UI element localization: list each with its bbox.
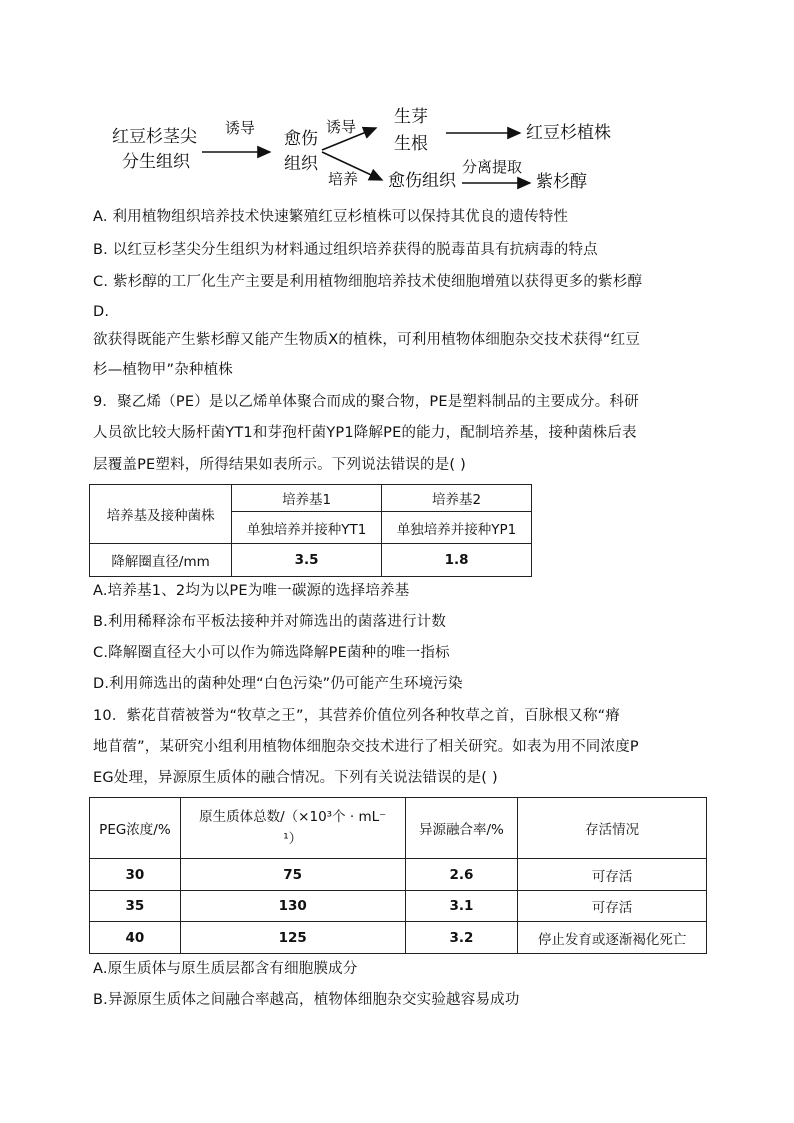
q10-r1-c4: 可存活 (518, 859, 707, 891)
diagram-callus-line2: 组织 (284, 154, 318, 174)
q9-stem-line3: 层覆盖PE塑料，所得结果如表所示。下列说法错误的是( ) (93, 457, 466, 473)
q8-option-d-line1: 欲获得既能产生紫杉醇又能产生物质X的植株，可利用植物体细胞杂交技术获得“红豆 (93, 332, 641, 348)
diagram-arrow2-label: 诱导 (326, 118, 357, 136)
q9-col2-sub: 单独培养并接种YP1 (382, 512, 532, 544)
q10-header-survival: 存活情况 (518, 798, 707, 859)
q8-option-d-line2: 杉—植物甲”杂种植株 (93, 362, 234, 378)
q10-r2-c3: 3.1 (405, 891, 518, 922)
q9-option-d: D.利用筛选出的菌种处理“白色污染”仍可能产生环境污染 (93, 676, 463, 692)
diagram-arrow5-label: 分离提取 (462, 158, 523, 176)
arrow-culture (322, 152, 382, 180)
q10-header-total-line2: ¹） (283, 831, 303, 847)
q10-stem-line3: EG处理，异源原生质体的融合情况。下列有关说法错误的是( ) (93, 770, 498, 786)
q9-data-label: 降解圈直径/mm (90, 544, 232, 577)
diagram-callus2: 愈伤组织 (388, 171, 456, 191)
q10-r1-c1: 30 (90, 859, 181, 891)
diagram-taxol: 紫杉醇 (536, 172, 587, 192)
q10-stem-line1: 10．紫花苜蓿被誉为“牧草之王”，其营养价值位列各种牧草之首，百脉根又称“瘠 (93, 708, 621, 724)
q10-header-total (180, 798, 405, 859)
q10-option-b: B.异源原生质体之间融合率越高，植物体细胞杂交实验越容易成功 (93, 992, 520, 1008)
q10-r3-c4: 停止发育或逐渐褐化死亡 (518, 922, 707, 954)
diagram-source-line1: 红豆杉茎尖 (112, 127, 197, 147)
q10-header-total-line1: 原生质体总数/（×10³个 · mL⁻ (199, 809, 387, 825)
q9-row-header: 培养基及接种菌株 (90, 485, 232, 544)
q9-stem-line1: 9．聚乙烯（PE）是以乙烯单体聚合而成的聚合物，PE是塑料制品的主要成分。科研 (93, 394, 639, 410)
q9-option-c: C.降解圈直径大小可以作为筛选降解PE菌种的唯一指标 (93, 645, 450, 661)
q9-col1-title: 培养基1 (232, 485, 382, 512)
diagram-source-line2: 分生组织 (122, 152, 190, 172)
diagram-arrow1-label: 诱导 (225, 119, 256, 137)
q9-option-b: B.利用稀释涂布平板法接种并对筛选出的菌落进行计数 (93, 614, 447, 630)
arrow-induce-2 (322, 128, 376, 150)
diagram-arrow3-label: 培养 (328, 170, 359, 188)
diagram-plant: 红豆杉植株 (526, 123, 611, 143)
q10-r2-c2: 130 (180, 891, 405, 922)
q10-r3-c2: 125 (180, 922, 405, 954)
q9-val1: 3.5 (232, 544, 382, 577)
q8-option-d-label: D. (93, 304, 110, 320)
q9-col2-title: 培养基2 (382, 485, 532, 512)
diagram-arrows (0, 0, 794, 220)
q9-table (89, 484, 532, 577)
diagram-sprout-line1: 生芽 (394, 107, 428, 127)
q10-option-a: A.原生质体与原生质层都含有细胞膜成分 (93, 961, 358, 977)
q10-r2-c4: 可存活 (518, 891, 707, 922)
q10-header-fusion: 异源融合率/% (405, 798, 518, 859)
table-row (90, 922, 707, 954)
q9-stem-line2: 人员欲比较大肠杆菌YT1和芽孢杆菌YP1降解PE的能力，配制培养基，接种菌株后表 (93, 425, 637, 441)
q9-option-a: A.培养基1、2均为以PE为唯一碳源的选择培养基 (93, 583, 410, 599)
q10-r2-c1: 35 (90, 891, 181, 922)
q8-option-c: C. 紫杉醇的工厂化生产主要是利用植物细胞培养技术使细胞增殖以获得更多的紫杉醇 (93, 274, 643, 290)
q10-r1-c3: 2.6 (405, 859, 518, 891)
table-row (90, 891, 707, 922)
q10-r3-c1: 40 (90, 922, 181, 954)
q10-r3-c3: 3.2 (405, 922, 518, 954)
table-row (90, 859, 707, 891)
q10-stem-line2: 地苜蓿”，某研究小组利用植物体细胞杂交技术进行了相关研究。如表为用不同浓度P (93, 739, 639, 755)
diagram-callus-line1: 愈伤 (284, 129, 318, 149)
q9-val2: 1.8 (382, 544, 532, 577)
q10-header-peg: PEG浓度/% (90, 798, 181, 859)
q10-r1-c2: 75 (180, 859, 405, 891)
diagram-sprout-line2: 生根 (394, 134, 428, 154)
q10-table (89, 797, 707, 954)
q8-option-b: B. 以红豆杉茎尖分生组织为材料通过组织培养获得的脱毒苗具有抗病毒的特点 (93, 242, 598, 258)
q8-option-a: A. 利用植物组织培养技术快速繁殖红豆杉植株可以保持其优良的遗传特性 (93, 209, 569, 225)
q9-col1-sub: 单独培养并接种YT1 (232, 512, 382, 544)
